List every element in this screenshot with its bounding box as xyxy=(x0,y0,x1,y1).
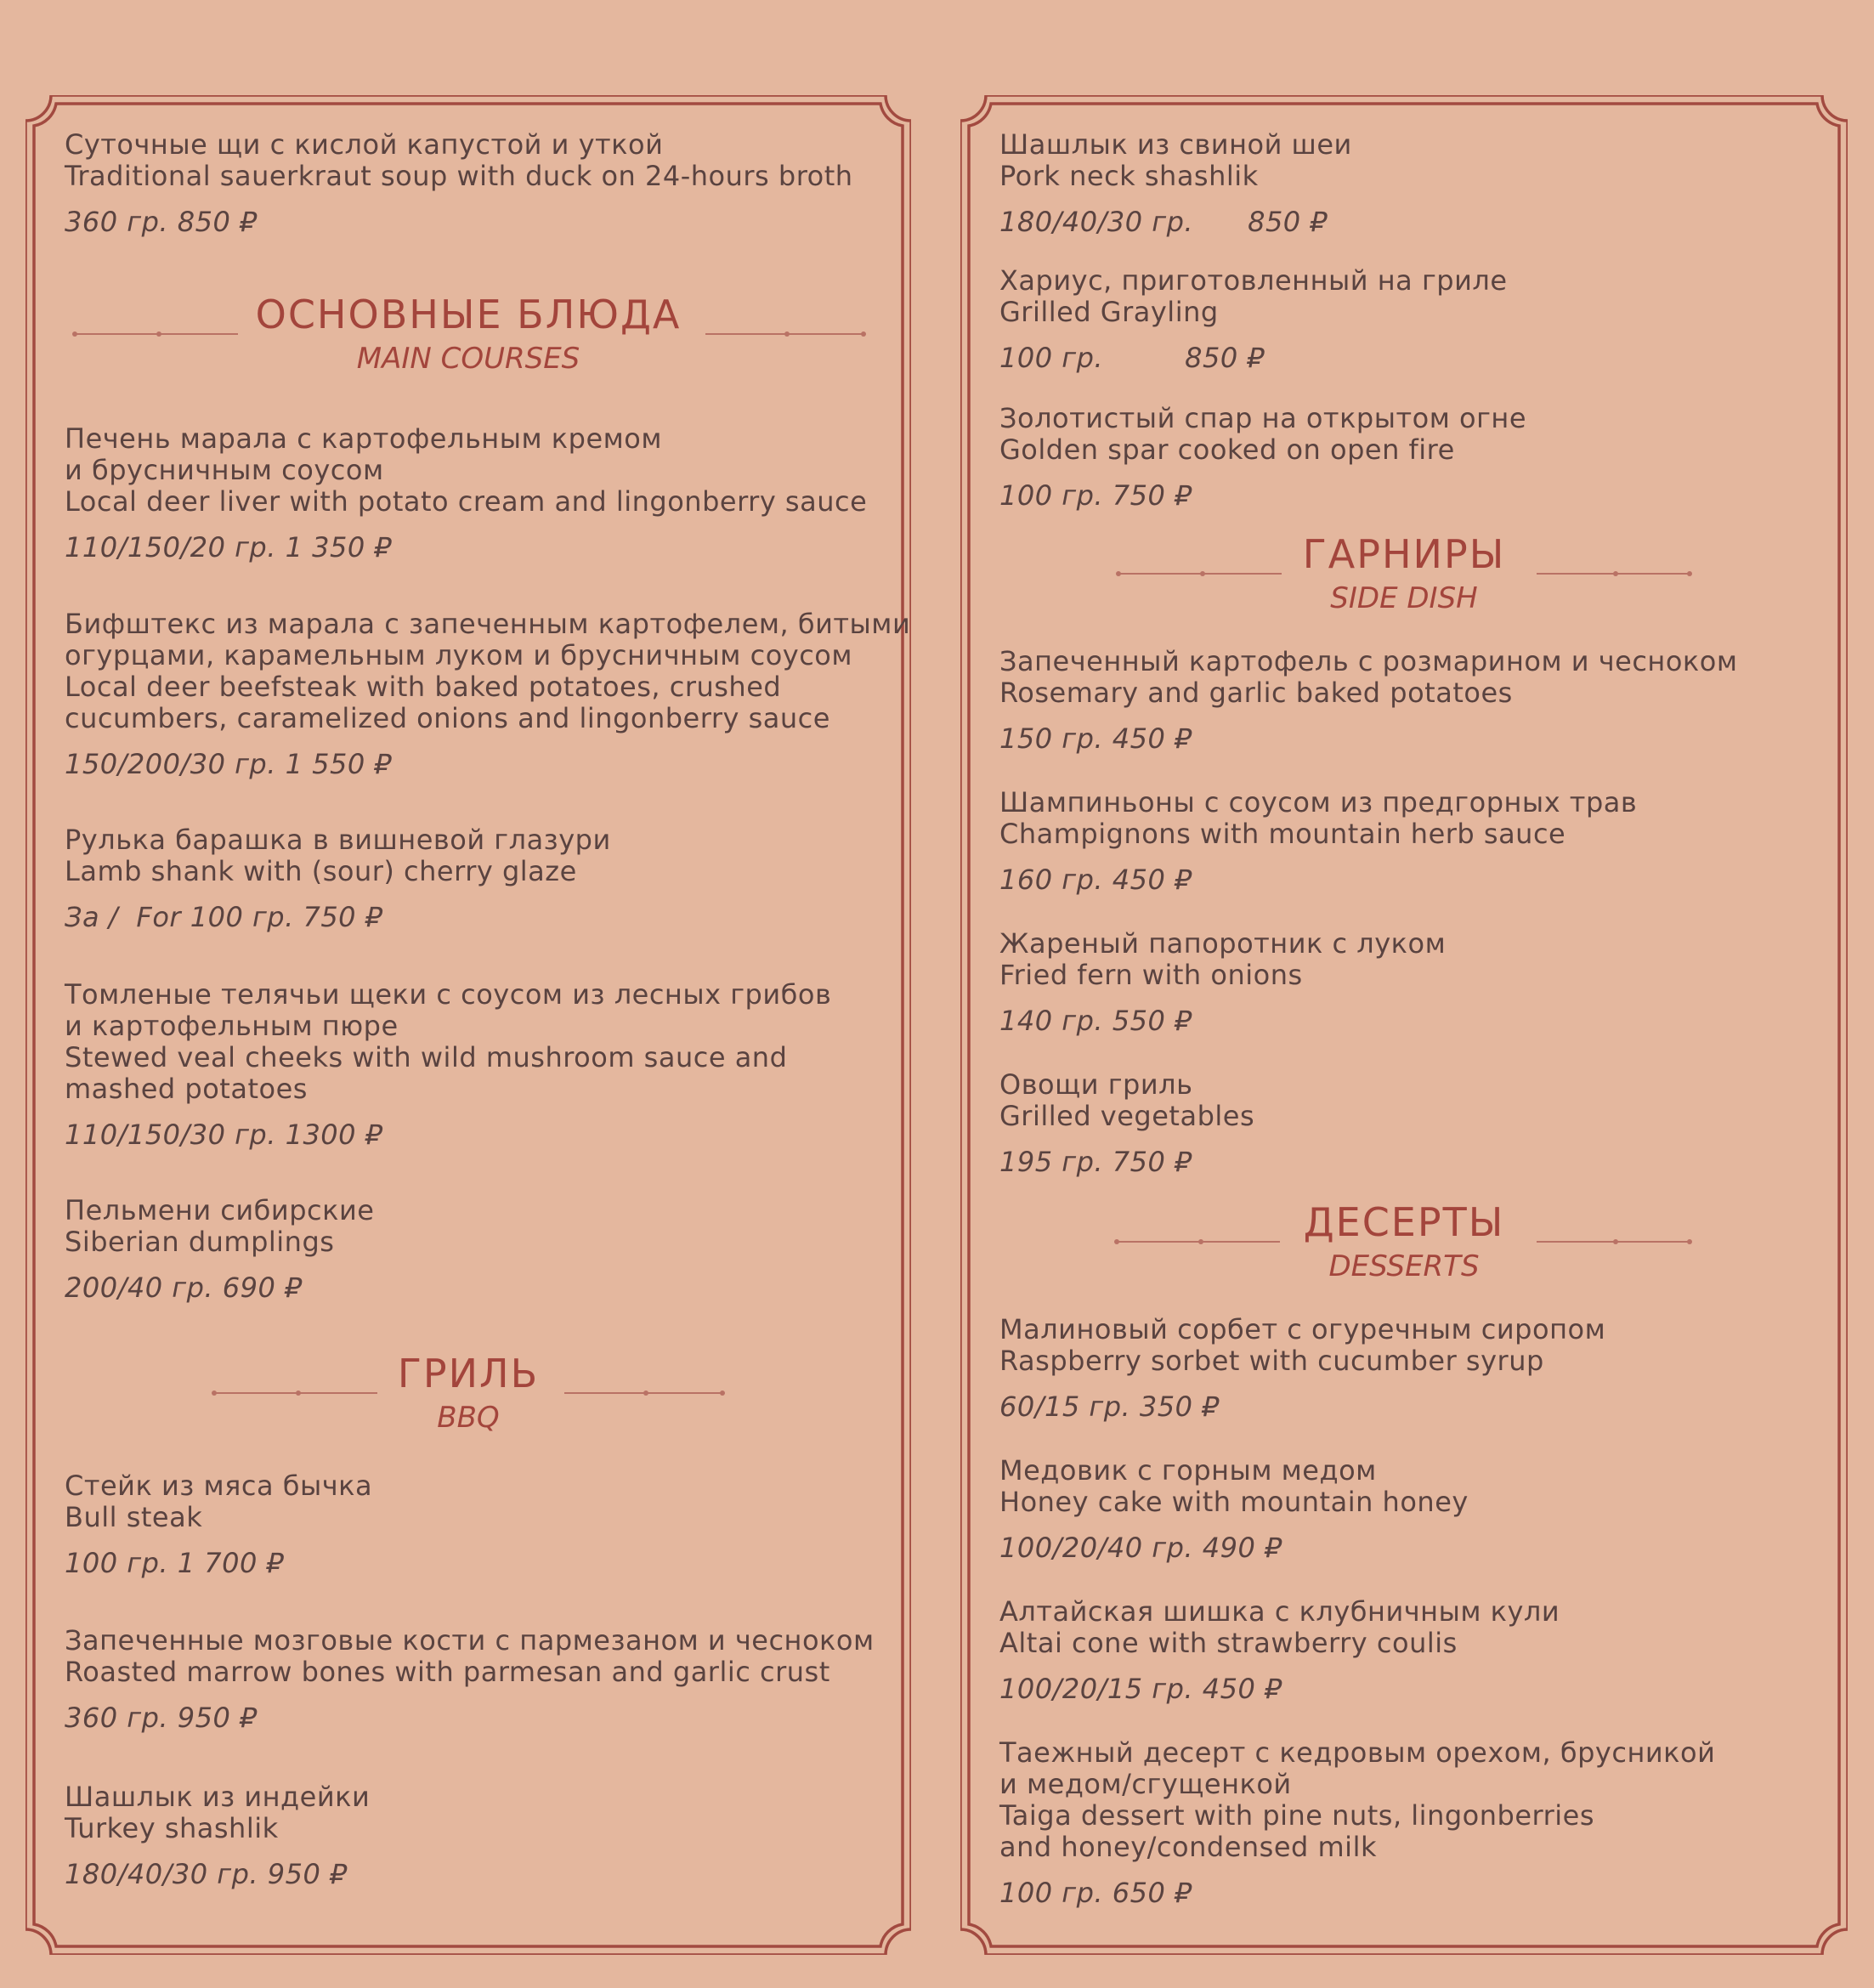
dish-price: 100 гр. 1 700 ₽ xyxy=(65,1547,285,1579)
menu-item-fried-fern xyxy=(999,928,1446,1037)
divider-line xyxy=(1537,573,1690,575)
dish-name-ru: Жареный папоротник с луком xyxy=(999,927,1447,960)
menu-item-siberian-dumplings xyxy=(65,1195,374,1304)
dish-price: 360 гр. 850 ₽ xyxy=(65,206,258,238)
section-header-bbq xyxy=(25,1351,911,1435)
menu-item-raspberry-sorbet xyxy=(999,1314,1605,1423)
menu-item-grilled-grayling xyxy=(999,265,1508,374)
dish-price: 360 гр. 950 ₽ xyxy=(65,1702,258,1734)
dish-price: 160 гр. 450 ₽ xyxy=(999,864,1192,896)
divider-line xyxy=(705,333,863,335)
menu-item-champignons xyxy=(999,787,1637,896)
dish-price: 110/150/30 гр. 1300 ₽ xyxy=(65,1119,383,1151)
dish-name-en: Grilled Grayling xyxy=(999,296,1219,328)
dish-name-ru: Шашлык из свиной шеи xyxy=(999,128,1352,161)
dish-name-en: Honey cake with mountain honey xyxy=(999,1486,1469,1518)
dish-price: 150 гр. 450 ₽ xyxy=(999,722,1192,755)
dish-price: 100 гр. 750 ₽ xyxy=(999,479,1192,512)
dish-name-ru: Стейк из мяса бычка xyxy=(65,1470,373,1502)
dish-name-en: and honey/condensed milk xyxy=(999,1831,1377,1863)
section-title-ru: ОСНОВНЫЕ БЛЮДА xyxy=(255,292,682,337)
dish-price: 60/15 гр. 350 ₽ xyxy=(999,1390,1220,1423)
dish-name-ru: огурцами, карамельным луком и брусничным соусом xyxy=(65,639,853,671)
dish-name-en: Roasted marrow bones with parmesan and garlic crust xyxy=(65,1656,830,1688)
section-title-ru: ДЕСЕРТЫ xyxy=(1303,1199,1505,1245)
dish-name-ru: Запеченный картофель с розмарином и чесноком xyxy=(999,645,1738,677)
dish-price: 100 гр. 650 ₽ xyxy=(999,1877,1192,1909)
dish-price: 195 гр. 750 ₽ xyxy=(999,1146,1192,1178)
dish-name-en: Rosemary and garlic baked potatoes xyxy=(999,677,1513,709)
dish-name-en: Golden spar cooked on open fire xyxy=(999,433,1455,466)
dish-name-ru: Шампиньоны с соусом из предгорных трав xyxy=(999,786,1638,818)
dish-price: 180/40/30 гр. 950 ₽ xyxy=(65,1858,348,1890)
dish-name-en: Turkey shashlik xyxy=(65,1812,279,1844)
section-header-desserts xyxy=(960,1200,1848,1283)
dish-price: 140 гр. 550 ₽ xyxy=(999,1005,1192,1037)
menu-item-grilled-vegetables xyxy=(999,1069,1254,1178)
menu-item-pork-neck-shashlik xyxy=(999,129,1352,238)
dish-name-ru: Печень марала с картофельным кремом xyxy=(65,422,662,455)
section-title-ru: ГРИЛЬ xyxy=(397,1351,540,1396)
dish-name-ru: Золотистый спар на открытом огне xyxy=(999,402,1526,434)
dish-name-ru: Бифштекс из марала с запеченным картофелем, битыми xyxy=(65,608,911,640)
menu-item-taiga-dessert xyxy=(999,1737,1715,1909)
dish-name-en: Local deer liver with potato cream and lingonberry sauce xyxy=(65,485,868,518)
dish-name-en: cucumbers, caramelized onions and lingonberry sauce xyxy=(65,702,830,734)
dish-name-ru: Рулька барашка в вишневой глазури xyxy=(65,824,611,856)
menu-item-baked-potatoes xyxy=(999,646,1737,755)
dish-name-en: Local deer beefsteak with baked potatoes, crushed xyxy=(65,671,782,703)
dish-name-en: Altai cone with strawberry coulis xyxy=(999,1627,1458,1659)
dish-price: 180/40/30 гр. 850 ₽ xyxy=(999,206,1328,238)
dish-price: 100/20/40 гр. 490 ₽ xyxy=(999,1532,1282,1564)
dish-name-ru: и картофельным пюре xyxy=(65,1010,399,1042)
menu-item-veal-cheeks xyxy=(65,979,831,1151)
menu-item-lamb-shank xyxy=(65,824,611,933)
dish-name-en: Raspberry sorbet with cucumber syrup xyxy=(999,1345,1544,1377)
dish-name-ru: и медом/сгущенкой xyxy=(999,1768,1292,1800)
dish-name-en: Taiga dessert with pine nuts, lingonberries xyxy=(999,1799,1595,1832)
dish-name-ru: Пельмени сибирские xyxy=(65,1194,375,1226)
dish-name-ru: Таежный десерт с кедровым орехом, брусникой xyxy=(999,1736,1716,1769)
menu-item-altai-cone xyxy=(999,1596,1560,1705)
dish-price: За / For 100 гр. 750 ₽ xyxy=(65,901,383,933)
dish-name-ru: Суточные щи с кислой капустой и уткой xyxy=(65,128,664,161)
dish-price: 200/40 гр. 690 ₽ xyxy=(65,1272,303,1304)
menu-item-turkey-shashlik xyxy=(65,1781,370,1890)
dish-name-en: Traditional sauerkraut soup with duck on 24-hours broth xyxy=(65,160,853,192)
dish-name-ru: Запеченные мозговые кости с пармезаном и чесноком xyxy=(65,1624,875,1657)
dish-name-ru: Шашлык из индейки xyxy=(65,1781,371,1813)
dish-name-ru: и брусничным соусом xyxy=(65,454,384,486)
dish-price: 100 гр. 850 ₽ xyxy=(999,342,1265,374)
dish-name-ru: Хариус, приготовленный на гриле xyxy=(999,264,1508,297)
dish-name-en: Pork neck shashlik xyxy=(999,160,1259,192)
section-header-main-courses xyxy=(25,292,911,376)
divider-line xyxy=(75,333,238,335)
section-title-en: BBQ xyxy=(437,1401,500,1435)
menu-item-deer-beefsteak xyxy=(65,609,910,780)
section-title-en: SIDE DISH xyxy=(1330,581,1478,615)
dish-name-ru: Овощи гриль xyxy=(999,1068,1193,1101)
menu-item-bull-steak xyxy=(65,1470,372,1579)
dish-name-en: Lamb shank with (sour) cherry glaze xyxy=(65,855,577,887)
menu-item-marrow-bones xyxy=(65,1625,875,1734)
dish-name-ru: Малиновый сорбет с огуречным сиропом xyxy=(999,1313,1606,1345)
dish-name-en: Bull steak xyxy=(65,1501,203,1533)
divider-line xyxy=(1537,1241,1690,1243)
dish-name-en: Stewed veal cheeks with wild mushroom sauce and xyxy=(65,1041,788,1073)
dish-name-en: mashed potatoes xyxy=(65,1073,308,1105)
menu-panel-right xyxy=(960,95,1848,1955)
dish-price: 150/200/30 гр. 1 550 ₽ xyxy=(65,748,393,780)
section-title-en: DESSERTS xyxy=(1328,1249,1480,1283)
dish-name-ru: Алтайская шишка с клубничным кули xyxy=(999,1595,1560,1628)
dish-name-en: Grilled vegetables xyxy=(999,1100,1255,1132)
section-header-side-dish xyxy=(960,532,1848,615)
dish-name-en: Champignons with mountain herb sauce xyxy=(999,818,1566,850)
menu-panel-left xyxy=(25,95,911,1955)
section-title-en: MAIN COURSES xyxy=(356,342,580,376)
dish-name-ru: Медовик с горным медом xyxy=(999,1454,1377,1487)
menu-item-sauerkraut-soup xyxy=(65,129,853,238)
section-title-ru: ГАРНИРЫ xyxy=(1302,531,1506,577)
divider-line xyxy=(214,1392,377,1394)
dish-name-ru: Томленые телячьи щеки с соусом из лесных грибов xyxy=(65,978,832,1011)
menu-item-golden-spar xyxy=(999,403,1526,512)
menu-item-deer-liver xyxy=(65,423,867,564)
dish-price: 100/20/15 гр. 450 ₽ xyxy=(999,1673,1282,1705)
divider-line xyxy=(1118,573,1282,575)
dish-price: 110/150/20 гр. 1 350 ₽ xyxy=(65,531,393,564)
divider-line xyxy=(564,1392,722,1394)
dish-name-en: Fried fern with onions xyxy=(999,959,1303,991)
dish-name-en: Siberian dumplings xyxy=(65,1226,335,1258)
menu-item-honey-cake xyxy=(999,1455,1469,1564)
divider-line xyxy=(1117,1241,1280,1243)
